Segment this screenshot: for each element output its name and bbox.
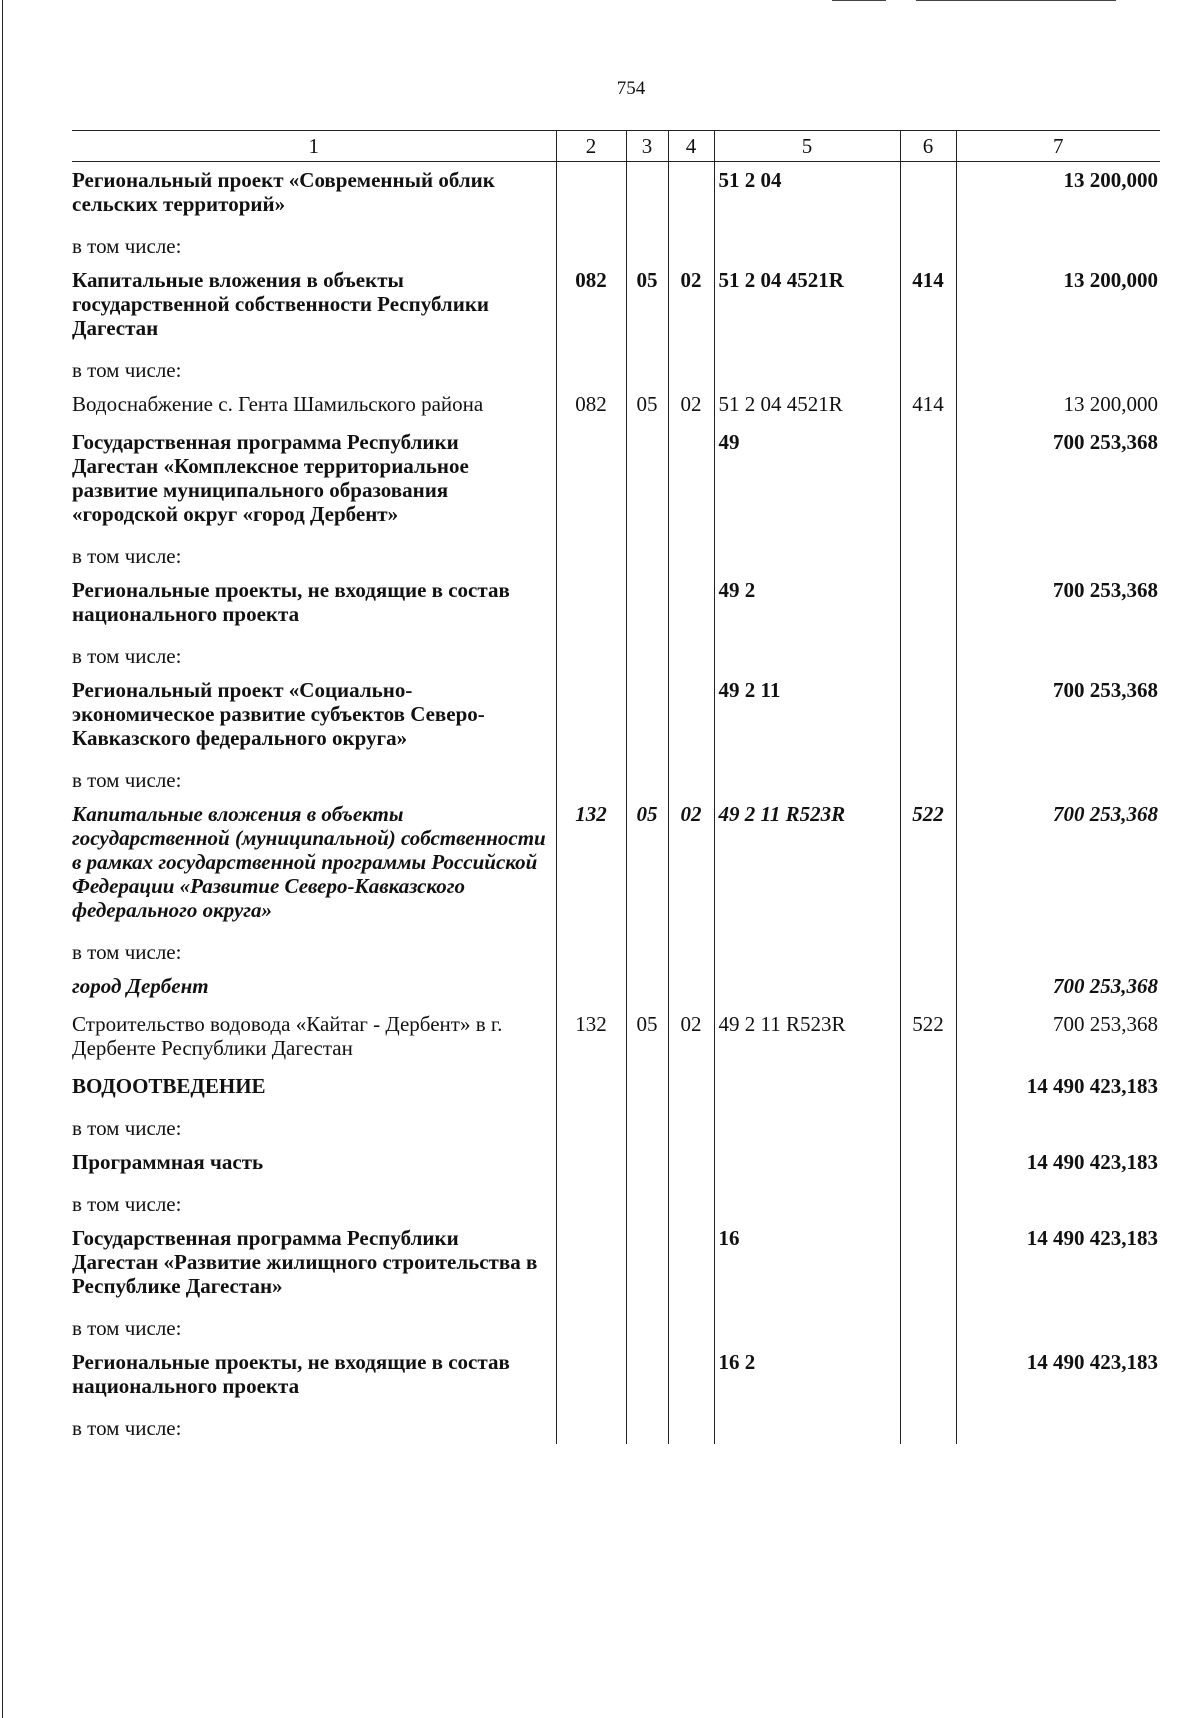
- table-row: [72, 796, 1160, 930]
- cell-amount: 700 253,368: [956, 968, 1160, 1006]
- cell-admin-code: [556, 672, 626, 758]
- cell-section: [626, 1144, 668, 1182]
- budget-table: [72, 130, 1160, 1444]
- cell-amount: 13 200,000: [956, 386, 1160, 424]
- cell-subsection: [668, 1182, 714, 1220]
- cell-subsection: [668, 930, 714, 968]
- table-row: [72, 386, 1160, 424]
- table-row: [72, 1220, 1160, 1306]
- column-header: 5: [714, 131, 900, 162]
- cell-subsection: 02: [668, 262, 714, 348]
- cell-expense-type: 522: [900, 1006, 956, 1068]
- cell-section: [626, 1220, 668, 1306]
- cell-section: [626, 672, 668, 758]
- column-header: 1: [72, 131, 556, 162]
- cell-expense-type: [900, 1306, 956, 1344]
- cell-section: [626, 424, 668, 534]
- row-name: Региональные проекты, не входящие в состав национального проекта: [72, 572, 556, 634]
- cell-section: [626, 1106, 668, 1144]
- cell-amount: [956, 1306, 1160, 1344]
- table-row: [72, 572, 1160, 634]
- cell-expense-type: [900, 224, 956, 262]
- cell-target-article: 49 2: [714, 572, 900, 634]
- cell-amount: [956, 224, 1160, 262]
- column-header: 7: [956, 131, 1160, 162]
- row-name: Водоснабжение с. Гента Шамильского района: [72, 386, 556, 424]
- cell-admin-code: [556, 162, 626, 225]
- column-header: 2: [556, 131, 626, 162]
- page-left-edge-line: [2, 0, 3, 1718]
- column-header: 4: [668, 131, 714, 162]
- cell-amount: 700 253,368: [956, 572, 1160, 634]
- cell-admin-code: [556, 534, 626, 572]
- page-number: 754: [616, 78, 646, 99]
- cell-amount: [956, 634, 1160, 672]
- cell-expense-type: [900, 968, 956, 1006]
- table-row: [72, 348, 1160, 386]
- cell-target-article: [714, 634, 900, 672]
- cell-amount: 14 490 423,183: [956, 1144, 1160, 1182]
- cell-amount: 14 490 423,183: [956, 1068, 1160, 1106]
- cell-admin-code: [556, 968, 626, 1006]
- cell-target-article: [714, 224, 900, 262]
- row-name: в том числе:: [72, 1306, 556, 1344]
- cell-amount: [956, 1182, 1160, 1220]
- row-name: Строительство водовода «Кайтаг - Дербент» в г. Дербенте Республики Дагестан: [72, 1006, 556, 1068]
- cell-section: 05: [626, 386, 668, 424]
- cell-admin-code: [556, 1106, 626, 1144]
- cell-expense-type: [900, 1106, 956, 1144]
- row-name: Капитальные вложения в объекты государственной (муниципальной) собственности в рамках государственной программы Российской Федерации «Развитие Северо-Кавказского федерального округа»: [72, 796, 556, 930]
- table-row: [72, 424, 1160, 534]
- column-header: 3: [626, 131, 668, 162]
- row-name: Региональные проекты, не входящие в состав национального проекта: [72, 1344, 556, 1406]
- cell-subsection: [668, 572, 714, 634]
- cell-section: [626, 758, 668, 796]
- cell-target-article: 16: [714, 1220, 900, 1306]
- table-body: [72, 162, 1160, 1445]
- table-row: [72, 1344, 1160, 1406]
- cell-subsection: [668, 348, 714, 386]
- cell-amount: 13 200,000: [956, 162, 1160, 225]
- cell-expense-type: [900, 162, 956, 225]
- cell-subsection: [668, 758, 714, 796]
- cell-admin-code: [556, 758, 626, 796]
- cell-section: [626, 1406, 668, 1444]
- cell-expense-type: [900, 758, 956, 796]
- cell-section: [626, 1182, 668, 1220]
- cell-expense-type: [900, 572, 956, 634]
- cell-amount: 700 253,368: [956, 424, 1160, 534]
- cell-admin-code: [556, 634, 626, 672]
- table-row: [72, 162, 1160, 225]
- cell-subsection: [668, 1106, 714, 1144]
- cell-amount: [956, 1106, 1160, 1144]
- cell-target-article: 51 2 04 4521R: [714, 386, 900, 424]
- table-row: [72, 262, 1160, 348]
- cell-expense-type: [900, 1344, 956, 1406]
- cell-admin-code: 082: [556, 262, 626, 348]
- cell-admin-code: [556, 572, 626, 634]
- cell-subsection: 02: [668, 796, 714, 930]
- row-name: Государственная программа Республики Дагестан «Комплексное территориальное развитие муниципального образования «городской округ «город Дербент»: [72, 424, 556, 534]
- cell-target-article: [714, 1106, 900, 1144]
- cell-subsection: [668, 534, 714, 572]
- scan-mark: [832, 0, 886, 1]
- cell-admin-code: [556, 930, 626, 968]
- row-name: в том числе:: [72, 224, 556, 262]
- cell-target-article: [714, 968, 900, 1006]
- table-row: [72, 1144, 1160, 1182]
- cell-expense-type: [900, 424, 956, 534]
- cell-amount: 14 490 423,183: [956, 1344, 1160, 1406]
- cell-subsection: [668, 672, 714, 758]
- row-name: город Дербент: [72, 968, 556, 1006]
- cell-admin-code: [556, 1306, 626, 1344]
- cell-admin-code: [556, 348, 626, 386]
- cell-target-article: [714, 758, 900, 796]
- cell-amount: [956, 930, 1160, 968]
- cell-subsection: 02: [668, 386, 714, 424]
- cell-admin-code: [556, 1068, 626, 1106]
- row-name: в том числе:: [72, 930, 556, 968]
- table-row: [72, 968, 1160, 1006]
- cell-section: [626, 634, 668, 672]
- cell-amount: [956, 758, 1160, 796]
- cell-admin-code: [556, 1406, 626, 1444]
- cell-section: [626, 968, 668, 1006]
- row-name: в том числе:: [72, 634, 556, 672]
- row-name: Региональный проект «Социально-экономическое развитие субъектов Северо-Кавказского федерального округа»: [72, 672, 556, 758]
- cell-expense-type: 414: [900, 386, 956, 424]
- cell-expense-type: [900, 348, 956, 386]
- cell-section: [626, 1306, 668, 1344]
- cell-section: [626, 1068, 668, 1106]
- cell-subsection: [668, 968, 714, 1006]
- cell-target-article: 51 2 04 4521R: [714, 262, 900, 348]
- cell-expense-type: 414: [900, 262, 956, 348]
- table-row: [72, 534, 1160, 572]
- table-row: [72, 1406, 1160, 1444]
- cell-admin-code: 132: [556, 796, 626, 930]
- cell-expense-type: [900, 1182, 956, 1220]
- cell-expense-type: 522: [900, 796, 956, 930]
- table-row: [72, 1068, 1160, 1106]
- cell-target-article: [714, 1144, 900, 1182]
- cell-target-article: [714, 1306, 900, 1344]
- cell-target-article: [714, 1182, 900, 1220]
- table-row: [72, 672, 1160, 758]
- cell-subsection: 02: [668, 1006, 714, 1068]
- cell-expense-type: [900, 930, 956, 968]
- row-name: в том числе:: [72, 534, 556, 572]
- cell-amount: 700 253,368: [956, 672, 1160, 758]
- cell-target-article: 49 2 11: [714, 672, 900, 758]
- cell-section: 05: [626, 796, 668, 930]
- table-row: [72, 758, 1160, 796]
- cell-section: [626, 572, 668, 634]
- row-name: Программная часть: [72, 1144, 556, 1182]
- row-name: ВОДООТВЕДЕНИЕ: [72, 1068, 556, 1106]
- cell-expense-type: [900, 634, 956, 672]
- cell-target-article: [714, 348, 900, 386]
- cell-section: 05: [626, 262, 668, 348]
- cell-subsection: [668, 1344, 714, 1406]
- cell-admin-code: [556, 424, 626, 534]
- cell-section: [626, 534, 668, 572]
- cell-subsection: [668, 1144, 714, 1182]
- cell-subsection: [668, 1306, 714, 1344]
- row-name: Региональный проект «Современный облик сельских территорий»: [72, 162, 556, 225]
- table-row: [72, 1006, 1160, 1068]
- row-name: Государственная программа Республики Дагестан «Развитие жилищного строительства в Республике Дагестан»: [72, 1220, 556, 1306]
- cell-target-article: 49 2 11 R523R: [714, 1006, 900, 1068]
- table-row: [72, 224, 1160, 262]
- cell-amount: [956, 534, 1160, 572]
- cell-amount: 13 200,000: [956, 262, 1160, 348]
- cell-expense-type: [900, 1406, 956, 1444]
- cell-section: 05: [626, 1006, 668, 1068]
- cell-expense-type: [900, 672, 956, 758]
- cell-admin-code: 132: [556, 1006, 626, 1068]
- cell-section: [626, 1344, 668, 1406]
- cell-admin-code: [556, 1220, 626, 1306]
- cell-subsection: [668, 424, 714, 534]
- row-name: в том числе:: [72, 1106, 556, 1144]
- cell-expense-type: [900, 1144, 956, 1182]
- cell-admin-code: [556, 1344, 626, 1406]
- table-row: [72, 1106, 1160, 1144]
- cell-admin-code: [556, 224, 626, 262]
- cell-amount: 700 253,368: [956, 796, 1160, 930]
- table-header-row: [72, 131, 1160, 162]
- row-name: Капитальные вложения в объекты государственной собственности Республики Дагестан: [72, 262, 556, 348]
- cell-target-article: 51 2 04: [714, 162, 900, 225]
- table-row: [72, 1182, 1160, 1220]
- cell-subsection: [668, 162, 714, 225]
- cell-amount: [956, 1406, 1160, 1444]
- cell-admin-code: 082: [556, 386, 626, 424]
- row-name: в том числе:: [72, 758, 556, 796]
- row-name: в том числе:: [72, 348, 556, 386]
- cell-target-article: [714, 1068, 900, 1106]
- cell-expense-type: [900, 1068, 956, 1106]
- cell-admin-code: [556, 1182, 626, 1220]
- cell-subsection: [668, 1068, 714, 1106]
- cell-subsection: [668, 634, 714, 672]
- column-header: 6: [900, 131, 956, 162]
- cell-target-article: 49 2 11 R523R: [714, 796, 900, 930]
- cell-subsection: [668, 1406, 714, 1444]
- cell-subsection: [668, 224, 714, 262]
- cell-amount: 14 490 423,183: [956, 1220, 1160, 1306]
- table-row: [72, 930, 1160, 968]
- cell-target-article: 49: [714, 424, 900, 534]
- cell-section: [626, 348, 668, 386]
- cell-section: [626, 930, 668, 968]
- table-row: [72, 634, 1160, 672]
- cell-subsection: [668, 1220, 714, 1306]
- row-name: в том числе:: [72, 1182, 556, 1220]
- row-name: в том числе:: [72, 1406, 556, 1444]
- cell-section: [626, 162, 668, 225]
- cell-section: [626, 224, 668, 262]
- cell-target-article: [714, 1406, 900, 1444]
- cell-target-article: 16 2: [714, 1344, 900, 1406]
- cell-target-article: [714, 534, 900, 572]
- cell-amount: 700 253,368: [956, 1006, 1160, 1068]
- cell-expense-type: [900, 1220, 956, 1306]
- cell-target-article: [714, 930, 900, 968]
- cell-admin-code: [556, 1144, 626, 1182]
- cell-amount: [956, 348, 1160, 386]
- cell-expense-type: [900, 534, 956, 572]
- table-row: [72, 1306, 1160, 1344]
- scan-mark: [916, 0, 1116, 1]
